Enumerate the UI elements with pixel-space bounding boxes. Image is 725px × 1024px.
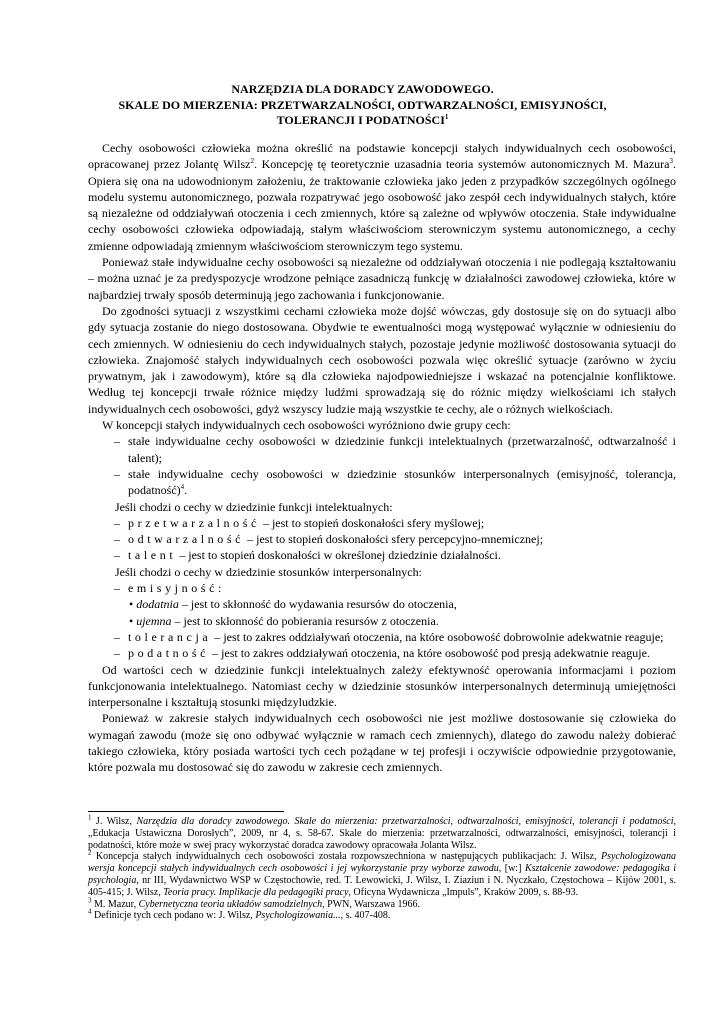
paragraph-5: Od wartości cech w dziedzinie funkcji intelektualnych zależy efektywność operowania informacjami i poziom funkcjonowania intelektualnego. Natomiast cechy w dziedzinie stosunków interpersonalnych determinują umiejętności interpersonalne i kształtują stosunki międzyludzkie. — [88, 662, 676, 710]
definition-podatnosc: – jest to zakres oddziaływań otoczenia, na które osobowość pod presją adekwatnie reaguje. — [209, 646, 650, 661]
footnote-1-number: 1 — [88, 813, 92, 822]
title-line-3 — [80, 113, 645, 129]
dash-marker: – — [114, 434, 120, 449]
paragraph-6: Ponieważ w zakresie stałych indywidualnych cech osobowości nie jest możliwe dostosowanie się człowieka do wymagań zawodu (może się ono odbywać wyłącznie w ramach cech zmiennych), dlatego do zawodu należy dobierać takiego człowieka, który posiada wartości tych cech pożądane w tej profesji i oczywiście odpowiednie przygotowanie, które pozwala mu dostosować się do zawodu w zakresie cech zmiennych. — [88, 711, 676, 775]
term-ujemna: ujemna – — [136, 613, 181, 628]
group-2-text: stałe indywidualne cechy osobowości w dziedzinie stosunków interpersonalnych (emisyjność, tolerancja, podatność) — [128, 466, 676, 498]
list-item-group-2 — [88, 466, 676, 499]
dash-marker: – — [114, 581, 120, 596]
list-item-talent — [88, 547, 676, 563]
list-item-przetwarzalnosc — [88, 515, 676, 531]
footnote-1-part-b: , „Edukacja Ustawiczna Dorosłych”, 2009, nr 4, s. 58-67. Skale do mierzenia: przetwarzalności, odtwarzalności, emisyjności, tolerancji i podatności, które może w swej pracy wykorzystać doradca zawodowy opracowała Jolanta Wilsz. — [88, 816, 676, 851]
dash-marker: – — [114, 466, 120, 481]
intro-interpersonal: Jeśli chodzi o cechy w dziedzinie stosunków interpersonalnych: — [115, 564, 422, 579]
dash-marker: – — [114, 532, 120, 547]
footnote-1-part-a: J. Wilsz, — [91, 816, 137, 827]
document-title — [80, 82, 645, 129]
footnote-4-number: 4 — [88, 908, 92, 917]
footnote-ref-4[interactable]: 4 — [180, 483, 185, 492]
group-1-text: stałe indywidualne cechy osobowości w dziedzinie funkcji intelektualnych (przetwarzalność, odtwarzalność i talent); — [128, 434, 676, 465]
title-line-3-text: TOLERANCJI I PODATNOŚCI — [276, 113, 445, 127]
footnote-2-part-c: , nr III, Wydawnictwo WSP w Częstochowie, red. T. Lewowicki, J. Wilsz, I. Ziaziun i N. Nyczkało, Częstochowa – Kijów 2001, s. 405-415; J. Wilsz, — [88, 874, 676, 898]
footnote-3-number: 3 — [88, 896, 92, 905]
footnote-ref-1[interactable]: 1 — [444, 113, 449, 121]
term-podatnosc: podatność — [128, 646, 210, 661]
list-item-podatnosc — [88, 645, 676, 661]
list-item-group-1 — [88, 433, 676, 466]
footnote-ref-2[interactable]: 2 — [250, 157, 254, 166]
bullet-marker: • — [129, 613, 134, 628]
footnote-ref-3[interactable]: 3 — [669, 157, 674, 166]
sub-item-dodatnia — [88, 596, 676, 612]
sub-item-ujemna — [88, 613, 676, 629]
footnote-4-title: Psychologizowania... — [255, 910, 341, 922]
footnote-3-title: Cybernetyczna teoria układów samodzielnych — [138, 898, 323, 910]
footnote-3 — [88, 896, 676, 911]
footnote-2-number: 2 — [88, 849, 92, 858]
footnote-2-part-a: Koncepcja stałych indywidualnych cech osobowości została rozpowszechniona w następujących publikacjach: J. Wilsz, — [91, 851, 601, 863]
footnote-4-part-a: Definicje tych cech podano w: J. Wilsz, — [91, 910, 256, 922]
dash-marker: – — [114, 629, 120, 644]
dash-marker: – — [114, 646, 120, 661]
paragraph-3: Do zgodności sytuacji z wszystkimi cechami człowieka może dojść wówczas, gdy dostosuje się on do sytuacji albo gdy sytuacja zostanie do niego dostosowana. Obydwie te ewentualności mogą występować wyłącznie w odniesieniu do cech zmiennych. W odniesieniu do cech indywidualnych stałych, pozostaje jedynie możliwość dostosowania sytuacji do człowieka. Znajomość stałych indywidualnych cech osobowości pozwala więc określić sytuacje (zarówno w życiu prywatnym, jak i zawodowym), które są dla człowieka najodpowiedniejsze i wskazać na potencjalnie konfliktowe. Według tej koncepcji trwałe różnice między ludźmi sprowadzają się do różnic między wielkościami ich stałych indywidualnych cech osobowości, gdyż wszyscy ludzie mają wszystkie te cechy, ale o różnych wielkościach. — [88, 303, 676, 416]
footnote-2-title-2: Kształcenie zawodowe: pedagogika i psychologia — [88, 863, 676, 886]
dash-marker: – — [114, 548, 120, 563]
title-line-1: NARZĘDZIA DLA DORADCY ZAWODOWEGO. — [231, 82, 494, 96]
definition-dodatnia: jest to skłonność do wydawania resursów do otoczenia, — [187, 597, 457, 612]
intro-intellectual: Jeśli chodzi o cechy w dziedzinie funkcji intelektualnych: — [115, 499, 393, 514]
definition-tolerancja: – jest to zakres oddziaływań otoczenia, na które osobowość dobrowolnie adekwatnie reaguje; — [211, 629, 664, 644]
footnote-2-part-d: , Oficyna Wydawnicza „Impuls”, Kraków 2009, s. 88-93. — [348, 886, 579, 898]
definition-talent: – jest to stopień doskonałości w określonej dziedzinie działalności. — [176, 548, 501, 563]
term-emisyjnosc: emisyjność: — [128, 581, 225, 596]
footnote-2 — [88, 851, 676, 898]
term-odtwarzalnosc: odtwarzalność — [128, 532, 245, 547]
list-item-emisyjnosc — [88, 580, 676, 596]
paragraph-4: W koncepcji stałych indywidualnych cech osobowości wyróżniono dwie grupy cech: — [102, 418, 511, 433]
definition-przetwarzalnosc: – jest to stopień doskonałości sfery myślowej; — [259, 515, 485, 530]
term-talent: talent — [128, 548, 177, 563]
definition-odtwarzalnosc: – jest to stopień doskonałości sfery percepcyjno-mnemicznej; — [244, 532, 544, 547]
footnote-2-title-1: Psychologizowana wersja koncepcji stałych indywidualnych cech osobowości i jej wykorzystanie przy wyborze zawodu — [88, 851, 676, 875]
term-przetwarzalnosc: przetwarzalność — [128, 515, 260, 530]
bullet-marker: • — [129, 597, 134, 612]
footnote-2-title-3: Teoria pracy. Implikacje dla pedagogiki pracy — [163, 886, 349, 898]
paragraph-2: Ponieważ stałe indywidualne cechy osobowości są niezależne od oddziaływań otoczenia i nie podlegają kształtowaniu – można uznać je za predyspozycje wrodzone pełniące zasadniczą funkcję w działalności zawodowej człowieka, które w najbardziej trwały sposób determinują jego zachowania i funkcjonowanie. — [88, 255, 676, 302]
paragraph-1-part-c: . Opiera się ona na udowodnionym założeniu, że traktowanie człowieka jako jeden z przypadków szczególnych ogólnego modelu systemu autonomicznego, pozwala rozpatrywać jego osobowość jako zespół cech indywidualnych stałych, które są niezależne od oddziaływań otoczenia i cech zmiennych, które są zależne od wpływów otoczenia. Stałe indywidualne cechy osobowości człowieka odpowiadają, stałym właściwościom sterowniczym systemu autonomicznego, a cechy zmienne odpowiadają zmiennym właściwościom sterowniczym tego systemu. — [88, 157, 677, 253]
footnote-2-part-b: , [w:] — [498, 863, 525, 875]
document-body — [88, 140, 676, 776]
footnote-4 — [88, 910, 676, 922]
footnote-3-part-a: M. Mazur, — [91, 898, 139, 910]
term-dodatnia: dodatnia – — [136, 597, 188, 612]
definition-ujemna: jest to skłonność do pobierania resursów z otoczenia. — [180, 613, 439, 628]
term-tolerancja: tolerancja — [128, 629, 212, 644]
paragraph-1 — [88, 140, 676, 254]
footnotes — [88, 813, 676, 922]
footnote-4-part-b: , s. 407-408. — [340, 910, 391, 922]
title-line-2: SKALE DO MIERZENIA: PRZETWARZALNOŚCI, ODTWARZALNOŚCI, EMISYJNOŚCI, — [118, 97, 607, 112]
group-2-end: . — [184, 483, 188, 498]
footnote-1 — [88, 813, 676, 851]
dash-marker: – — [114, 515, 120, 530]
list-item-tolerancja — [88, 629, 676, 645]
footnote-1-title: Narzędzia dla doradcy zawodowego. Skale do mierzenia: przetwarzalności, odtwarzalności, emisyjności, tolerancji i podatności — [136, 816, 674, 827]
footnote-divider — [88, 811, 284, 812]
paragraph-1-part-b: . Koncepcję tę teoretycznie uzasadnia teoria systemów autonomicznych M. Mazura — [253, 157, 670, 172]
list-item-odtwarzalnosc — [88, 531, 676, 547]
paragraph-1-part-a: Cechy osobowości człowieka można określić na podstawie koncepcji stałych indywidualnych cech osobowości, opracowanej przez Jolantę Wilsz — [88, 141, 676, 172]
footnote-3-part-b: , PWN, Warszawa 1966. — [322, 898, 421, 910]
